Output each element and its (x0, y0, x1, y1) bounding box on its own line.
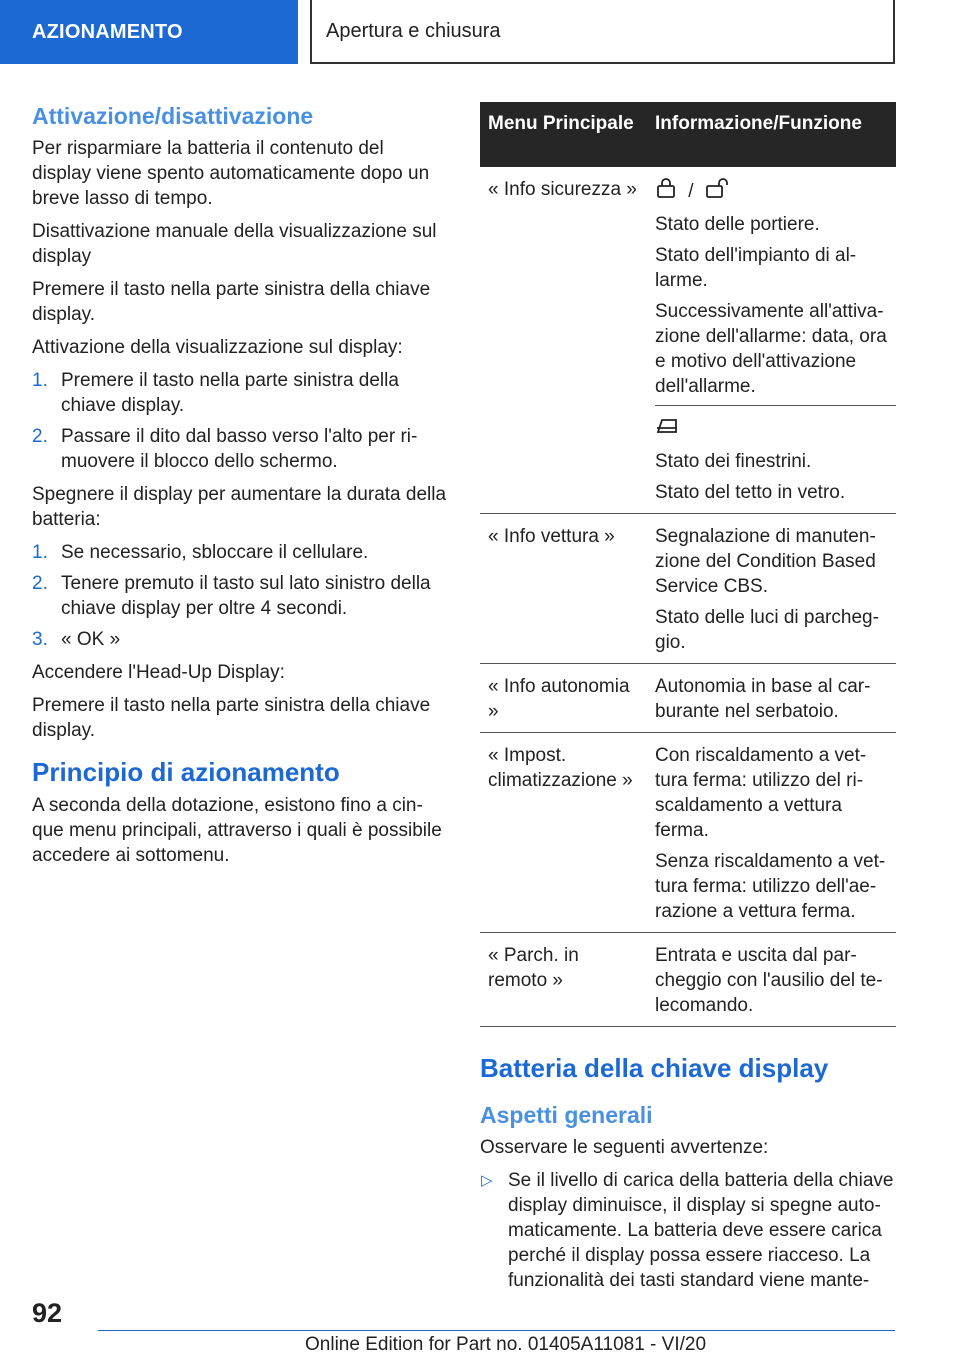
lock-closed-icon (655, 177, 677, 206)
table-cell-info (647, 733, 896, 933)
window-icon (655, 416, 679, 443)
page-number: 92 (32, 1298, 63, 1328)
table-cell-info (647, 167, 896, 514)
table-cell-info (647, 664, 896, 733)
steps-list (32, 368, 448, 474)
paragraph: Attivazione della visualizzazione sul display: (32, 337, 403, 358)
heading-attivazione: Attivazione/disattivazione (32, 103, 314, 129)
inner-divider (655, 405, 896, 505)
lock-open-icon (705, 177, 733, 206)
heading-batteria: Batteria della chiave display (480, 1053, 829, 1083)
info-line: Stato del tetto in vetro. (655, 482, 846, 503)
triangle-bullet-icon: ▷ (481, 1172, 493, 1189)
menu-table (480, 102, 896, 1027)
table-row (480, 664, 896, 733)
table-cell-label: « Info sicurezza » (480, 167, 647, 514)
heading-principio: Principio di azionamento (32, 757, 340, 787)
info-line: Autonomia in base al carburante nel serbatoio. (655, 676, 871, 722)
table-cell-label: « Parch. in remoto » (480, 933, 647, 1027)
paragraph: Spegnere il display per aumentare la durata della batteria: (32, 484, 447, 530)
list-item: 3. « OK » (32, 629, 121, 650)
info-line: Stato delle luci di parcheggio. (655, 607, 879, 653)
table-row (480, 514, 896, 664)
info-line: Con riscaldamento a vettura ferma: utilizzo del riscaldamento a vettura ferma. (655, 745, 867, 841)
list-item: 2. Tenere premuto il tasto sul lato sinistro della chiave display per oltre 4 secondi. (32, 573, 431, 619)
table-row (480, 167, 896, 514)
info-line: Stato dell'impianto di allarme. (655, 245, 857, 291)
list-item: 1. Premere il tasto nella parte sinistra della chiave display. (32, 370, 399, 416)
paragraph: Osservare le seguenti avvertenze: (480, 1137, 769, 1158)
table-row (480, 933, 896, 1027)
info-line: Successivamente all'attivazione dell'allarme: data, ora e motivo dell'attivazione dell'allarme. (655, 301, 887, 397)
table-cell-label: « Info vettura » (480, 514, 647, 664)
info-line: Senza riscaldamento a vettura ferma: utilizzo dell'aerazione a vettura ferma. (655, 851, 886, 922)
paragraph: Premere il tasto nella parte sinistra della chiave display. (32, 695, 431, 741)
bullet-list (480, 1168, 896, 1293)
table-cell-label: « Info autonomia » (480, 664, 647, 733)
left-column (32, 100, 448, 876)
table-row (480, 733, 896, 933)
paragraph: Per risparmiare la batteria il contenuto del display viene spento automaticamente dopo un breve lasso di tempo. (32, 138, 430, 209)
paragraph: A seconda della dotazione, esistono fino a cinque menu principali, attraverso i quali è possibile accedere ai sottomenu. (32, 795, 442, 866)
heading-aspetti: Aspetti generali (480, 1102, 653, 1128)
table-cell-label: « Impost. climatizzazione » (480, 733, 647, 933)
right-column (480, 102, 896, 1293)
info-line: Entrata e uscita dal parcheggio con l'ausilio del telecomando. (655, 945, 883, 1016)
info-line: Stato dei finestrini. (655, 451, 812, 472)
icon-line (655, 416, 896, 443)
info-line: Segnalazione di manutenzione del Condition Based Service CBS. (655, 526, 876, 597)
list-item: 2. Passare il dito dal basso verso l'alto per rimuovere il blocco dello schermo. (32, 426, 418, 472)
footer-rule (98, 1330, 895, 1331)
list-item: ▷ Se il livello di carica della batteria della chiave display diminuisce, il display si spegne automaticamente. La batteria deve essere carica perché il display possa essere riacceso. La funzionalità dei tasti standard viene mante- (481, 1170, 894, 1291)
table-cell-info (647, 933, 896, 1027)
info-line: Stato delle portiere. (655, 214, 820, 235)
table-header-menu: Menu Principale (480, 102, 647, 167)
icon-separator: / (688, 180, 694, 202)
table-header-info: Informazione/Funzione (647, 102, 896, 167)
topic-title: Apertura e chiusura (310, 0, 895, 64)
footer-edition: Online Edition for Part no. 01405A11081 - VI/20 (305, 1334, 707, 1355)
list-item: 1. Se necessario, sbloccare il cellulare. (32, 542, 369, 563)
table-cell-info (647, 514, 896, 664)
icon-line (655, 177, 890, 206)
paragraph: Accendere l'Head-Up Display: (32, 662, 285, 683)
steps-list (32, 540, 448, 652)
paragraph: Disattivazione manuale della visualizzazione sul display (32, 221, 437, 267)
paragraph: Premere il tasto nella parte sinistra della chiave display. (32, 279, 431, 325)
section-tab: AZIONAMENTO (0, 0, 298, 64)
